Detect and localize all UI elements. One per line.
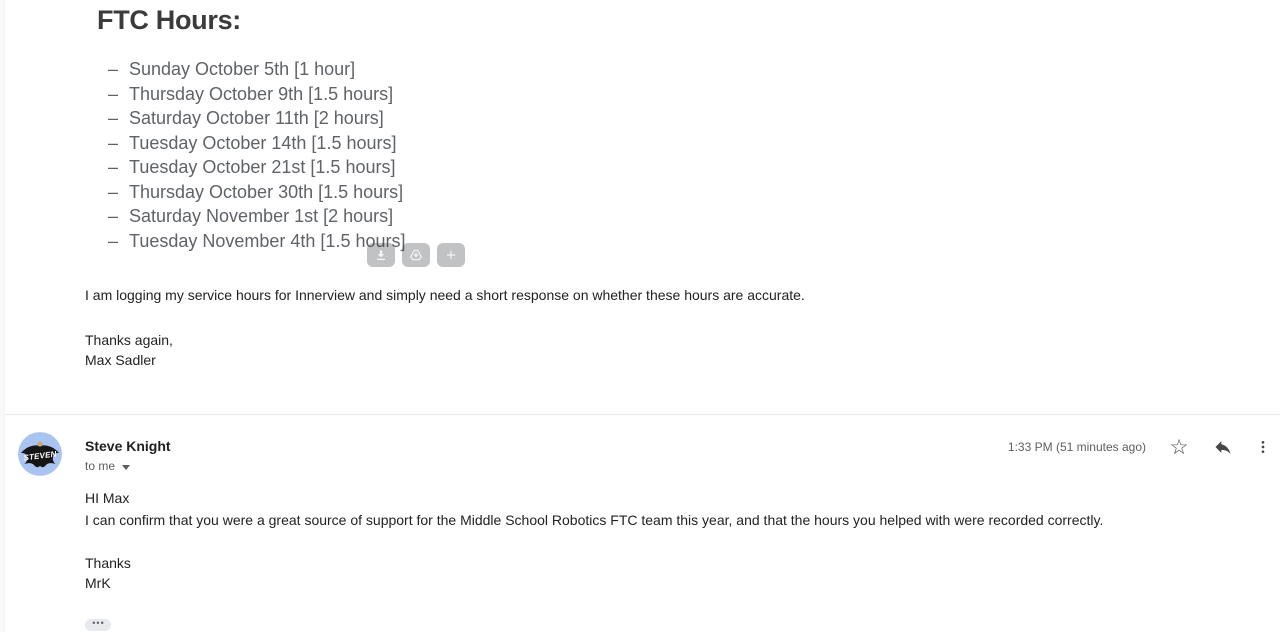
list-item-text: Tuesday October 14th [1.5 hours]: [129, 132, 397, 153]
list-bullet: –: [108, 181, 119, 202]
more-options-icon[interactable]: [1249, 433, 1277, 461]
list-bullet: –: [108, 230, 119, 251]
list-item-text: Tuesday November 4th [1.5 hours]: [129, 230, 406, 251]
list-item-text: Tuesday October 21st [1.5 hours]: [129, 157, 396, 177]
ftc-hours-list: [108, 57, 405, 253]
chevron-down-icon: [122, 465, 130, 470]
message-timestamp: 1:33 PM (51 minutes ago): [1007, 440, 1146, 454]
list-item-text: Thursday October 9th [1.5 hours]: [129, 83, 394, 104]
save-to-photos-icon[interactable]: [437, 243, 465, 267]
signoff-name: Max Sadler: [85, 352, 156, 368]
ftc-hours-heading: FTC Hours:: [97, 5, 241, 35]
list-bullet: –: [108, 59, 119, 79]
reply-body-line: I can confirm that you were a great source of support for the Middle School Robotics FTC team this year, and that the hours you helped with were recorded correctly.: [85, 512, 1104, 528]
star-icon[interactable]: [1165, 433, 1193, 461]
list-item: [108, 155, 405, 180]
list-item-text: Saturday October 11th [2 hours]: [129, 108, 384, 128]
ellipsis-icon: •••: [92, 618, 105, 628]
reply-signoff: [85, 553, 131, 593]
list-bullet: –: [108, 132, 119, 153]
list-item: [108, 229, 405, 254]
add-to-drive-icon[interactable]: [402, 243, 430, 267]
avatar-text: STEVEN: [22, 449, 58, 463]
recipient-label: to me: [85, 459, 116, 473]
list-item: [108, 131, 405, 156]
list-item: [108, 204, 405, 229]
sender-avatar[interactable]: [18, 432, 62, 476]
inline-image-hover-actions: [367, 243, 465, 267]
list-bullet: –: [108, 157, 119, 177]
reply-body: [85, 487, 1103, 531]
list-bullet: –: [108, 83, 119, 104]
list-item: [108, 57, 405, 82]
reply-body-line: HI Max: [85, 490, 130, 506]
list-item-text: Sunday October 5th [1 hour]: [129, 59, 356, 79]
ftc-hours-inline-image[interactable]: [0, 0, 860, 270]
list-bullet: –: [108, 206, 119, 226]
list-item: [108, 82, 405, 107]
show-trimmed-content-button[interactable]: [85, 619, 111, 631]
list-item-text: Saturday November 1st [2 hours]: [129, 206, 394, 226]
list-item: [108, 180, 405, 205]
download-icon[interactable]: [367, 243, 395, 267]
reply-icon[interactable]: [1209, 433, 1237, 461]
list-item-text: Thursday October 30th [1.5 hours]: [129, 181, 404, 202]
message-divider: [5, 414, 1280, 415]
signoff-name: MrK: [85, 575, 111, 591]
recipient-dropdown[interactable]: [85, 459, 130, 473]
signoff-line: Thanks: [85, 555, 131, 571]
list-bullet: –: [108, 108, 119, 128]
message-body-paragraph: I am logging my service hours for Innerview and simply need a short response on whether these hours are accurate.: [85, 287, 805, 303]
star-glyph: ☆: [1169, 435, 1189, 459]
list-item: [108, 106, 405, 131]
sender-name: Steve Knight: [85, 438, 171, 454]
message-signoff: [85, 330, 173, 370]
signoff-line: Thanks again,: [85, 332, 173, 348]
